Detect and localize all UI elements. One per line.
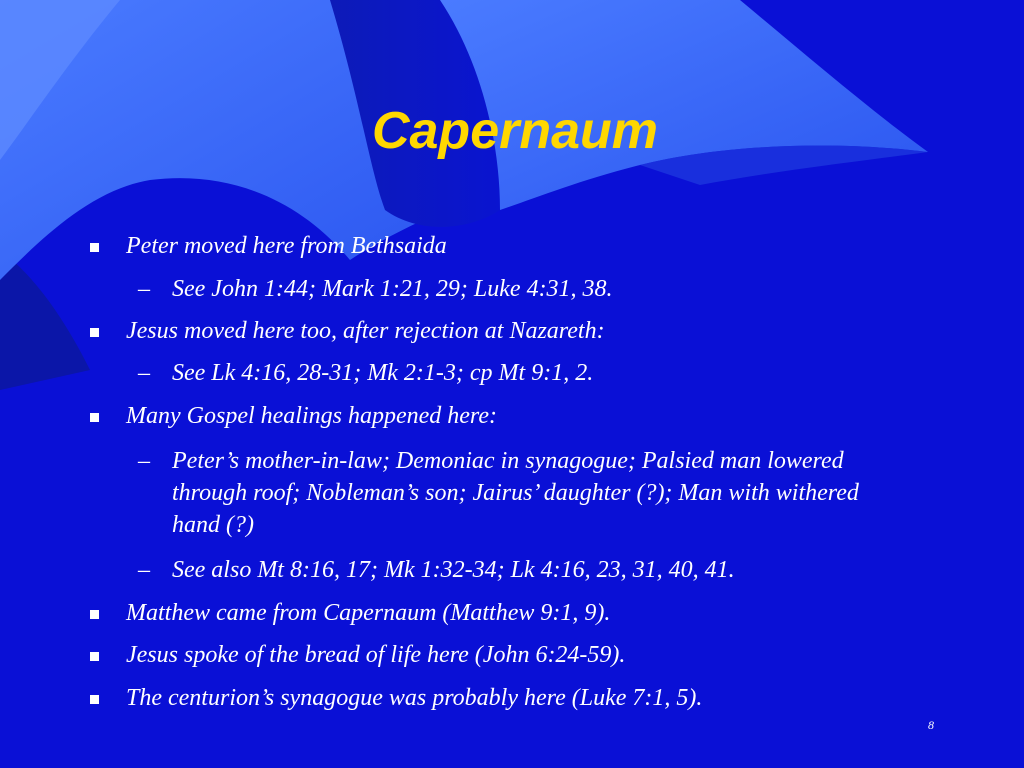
page-number: 8 [928,718,934,732]
dash-marker: – [138,276,150,302]
bullet-square-icon [90,328,99,337]
bullet-square-icon [90,413,99,422]
list-item: Jesus spoke of the bread of life here (John 6:24-59). [126,642,626,668]
bullet-square-icon [90,610,99,619]
list-item: See John 1:44; Mark 1:21, 29; Luke 4:31, 38. [172,276,613,302]
list-item: Peter’s mother-in-law; Demoniac in synagogue; Palsied man lowered through roof; Nobleman’s son; Jairus’ daughter (?); Man with withered hand (?) [172,448,859,538]
dash-marker: – [138,448,150,474]
slide-title: Capernaum [371,102,659,160]
bullet-square-icon [90,652,99,661]
list-item: Matthew came from Capernaum (Matthew 9:1, 9). [126,600,611,626]
list-item: See also Mt 8:16, 17; Mk 1:32-34; Lk 4:16, 23, 31, 40, 41. [172,557,735,583]
bullet-square-icon [90,695,99,704]
list-item: Many Gospel healings happened here: [126,403,498,429]
dash-marker: – [138,360,150,386]
list-item: Peter moved here from Bethsaida [126,233,447,259]
list-item: Jesus moved here too, after rejection at Nazareth: [126,318,605,344]
bullet-square-icon [90,243,99,252]
list-item: See Lk 4:16, 28-31; Mk 2:1-3; cp Mt 9:1, 2. [172,360,594,386]
list-item: The centurion’s synagogue was probably here (Luke 7:1, 5). [126,685,703,711]
dash-marker: – [138,557,150,583]
